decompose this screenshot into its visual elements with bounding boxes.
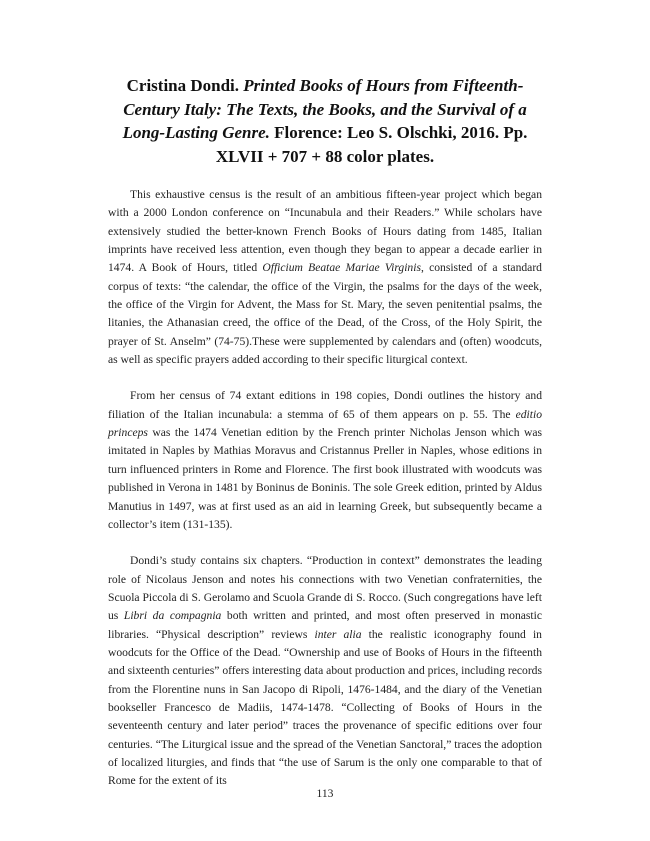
- italic-term: editio princeps: [108, 407, 542, 440]
- review-heading: [108, 74, 542, 168]
- text-run: Dondi’s study contains six chapters. “Production in context” demonstrates the leading role of Nicolaus Jenson and notes his connections with two Venetian confraternities, the Scuola Piccola di S. Gerolamo and Scuola Grande di S. Rocco. (Such congregations have left us: [108, 554, 542, 623]
- page-number: 113: [316, 787, 334, 800]
- text-run: both written and printed, and most often preserved in monastic libraries. “Physical description” reviews: [108, 609, 542, 641]
- paragraph-2: [108, 387, 542, 534]
- italic-title: Officium Beatae Mariae Virginis: [262, 261, 421, 275]
- text-run: This exhaustive census is the result of an ambitious fifteen-year project which began with a 2000 London conference on “Incunabula and their Readers.” While scholars have extensively studied the better-known French Books of Hours dating from 1485, Italian imprints have received less attention, even though they began to appear a decade earlier in 1474. A Book of Hours, titled: [108, 188, 542, 275]
- review-body: [108, 186, 542, 809]
- italic-term: inter alia: [314, 627, 362, 641]
- paragraph-1: [108, 186, 542, 369]
- text-run: , consisted of a standard corpus of texts: “the calendar, the office of the Virgin, the psalms for the days of the week, the office of the Virgin for Advent, the Mass for St. Mary, the seven penitential psalms, the litanies, the Athanasian creed, the office of the Dead, of the Cross, of the Holy Spirit, the prayer of St. Anselm” (74-75).These were supplemented by calendars and (often) woodcuts, as well as specific prayers added according to their specific liturgical context.: [108, 261, 542, 367]
- italic-term: Libri da compagnia: [123, 609, 222, 623]
- text-run: the realistic iconography found in woodcuts for the Office of the Dead. “Ownership and use of Books of Hours in the fifteenth and sixteenth centuries” offers interesting data about production and prices, including records from the Florentine nuns in San Jacopo di Ripoli, 1476-1484, and the diary of the Venetian bookseller Francesco de Madiis, 1474-1478. “Collecting of Books of Hours in the seventeenth century and later period” traces the provenance of specific editions over four centuries. “The Liturgical issue and the spread of the Venetian Sanctoral,” traces the adoption of localized liturgies, and finds that “the use of Sarum is the only one comparable to that of Rome for the extent of its: [108, 627, 542, 788]
- text-run: From her census of 74 extant editions in 198 copies, Dondi outlines the history and filiation of the Italian incunabula: a stemma of 65 of them appears on p. 55. The: [108, 389, 542, 421]
- book-title: Printed Books of Hours from Fifteenth-Century Italy: The Texts, the Books, and the Survival of a Long-Lasting Genre.: [122, 76, 527, 142]
- author-name: Cristina Dondi.: [126, 76, 240, 95]
- text-run: was the 1474 Venetian edition by the French printer Nicholas Jenson which was imitated in Naples by Mathias Moravus and Cristannus Preller in Naples, whose editions in turn influenced printers in Rome and Florence. The first book illustrated with woodcuts was published in Verona in 1481 by Boninus de Boninis. The sole Greek edition, printed by Aldus Manutius in 1497, was at first used as an aid in learning Greek, but subsequently became a collector’s item (131-135).: [108, 426, 542, 531]
- publication-info: Florence: Leo S. Olschki, 2016. Pp. XLVII + 707 + 88 color plates.: [215, 123, 528, 166]
- paragraph-3: [108, 552, 542, 790]
